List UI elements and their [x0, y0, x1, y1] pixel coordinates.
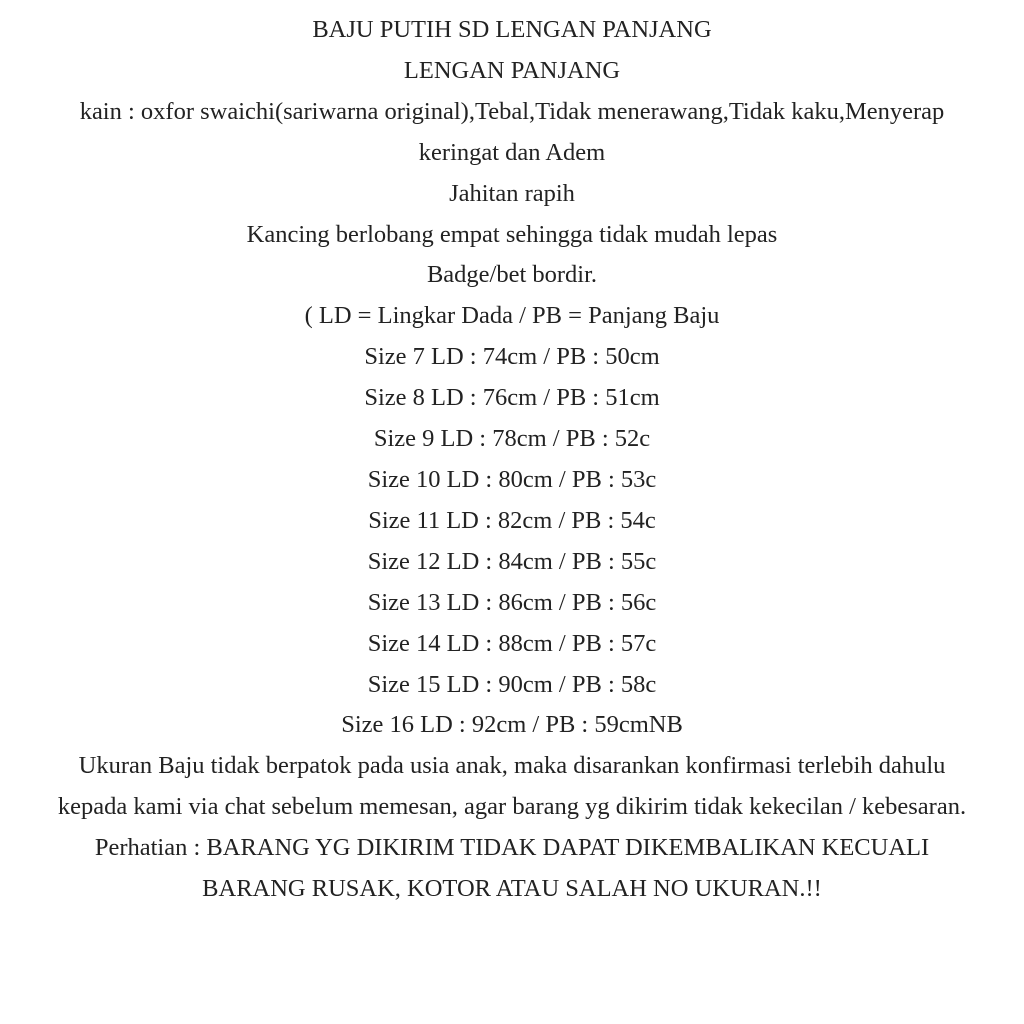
size-row: Size 15 LD : 90cm / PB : 58c: [367, 670, 657, 698]
fabric-line-1: kain : oxfor swaichi(sariwarna original),Tebal,Tidak menerawang,Tidak kaku,Menyerap: [79, 97, 945, 125]
sizing-note: [0, 746, 1024, 828]
size-row: Size 12 LD : 84cm / PB : 55c: [367, 547, 657, 575]
return-warning: [0, 828, 1024, 910]
feature-buttons: Kancing berlobang empat sehingga tidak mudah lepas: [246, 220, 778, 248]
fabric-description: [0, 92, 1024, 174]
sizing-note-line-1: Ukuran Baju tidak berpatok pada usia anak, maka disarankan konfirmasi terlebih dahulu: [78, 752, 946, 780]
size-row: Size 13 LD : 86cm / PB : 56c: [367, 588, 657, 616]
size-row: Size 8 LD : 76cm / PB : 51cm: [364, 384, 660, 412]
size-row: Size 9 LD : 78cm / PB : 52c: [373, 425, 651, 453]
product-subtitle: LENGAN PANJANG: [403, 56, 621, 84]
feature-badge: Badge/bet bordir.: [426, 261, 598, 289]
product-title: BAJU PUTIH SD LENGAN PANJANG: [312, 16, 712, 43]
size-row: Size 7 LD : 74cm / PB : 50cm: [364, 343, 660, 371]
size-row: Size 11 LD : 82cm / PB : 54c: [368, 506, 656, 534]
size-row: Size 14 LD : 88cm / PB : 57c: [367, 629, 657, 657]
size-row: Size 16 LD : 92cm / PB : 59cmNB: [341, 711, 683, 739]
return-warning-line-1: Perhatian : BARANG YG DIKIRIM TIDAK DAPAT DIKEMBALIKAN KECUALI: [94, 834, 930, 862]
size-list: [0, 337, 1024, 746]
size-row: Size 10 LD : 80cm / PB : 53c: [367, 465, 657, 493]
sizing-note-line-2: kepada kami via chat sebelum memesan, agar barang yg dikirim tidak kekecilan / kebesaran.: [57, 793, 967, 821]
size-legend: ( LD = Lingkar Dada / PB = Panjang Baju: [304, 302, 720, 330]
feature-stitching: Jahitan rapih: [449, 179, 575, 207]
product-description: [0, 10, 1024, 910]
return-warning-line-2: BARANG RUSAK, KOTOR ATAU SALAH NO UKURAN.!!: [202, 875, 822, 903]
fabric-line-2: keringat dan Adem: [418, 138, 606, 166]
feature-list: [0, 174, 1024, 297]
